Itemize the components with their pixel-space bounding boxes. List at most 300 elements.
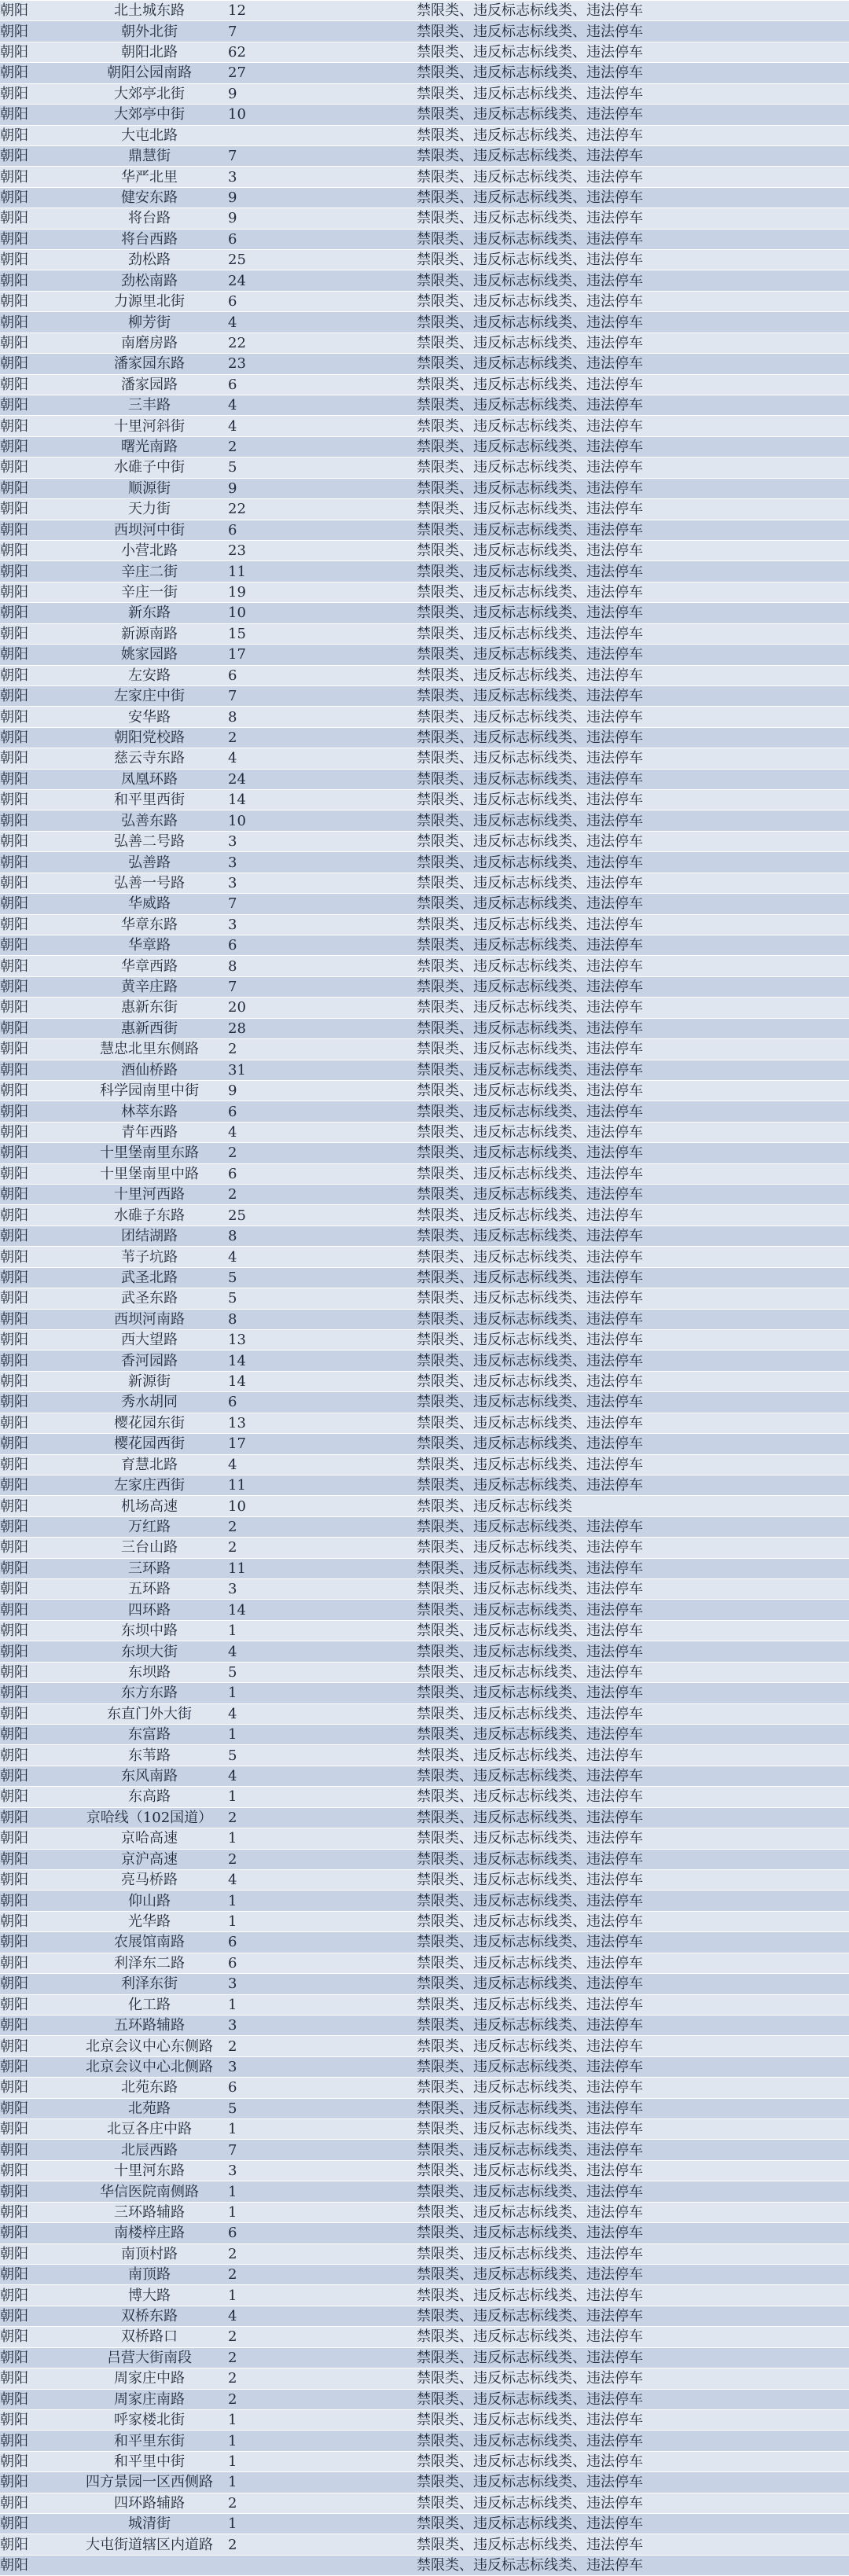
count-cell: 4 [228, 1122, 275, 1142]
district-cell: 朝阳 [0, 790, 71, 810]
count-cell: 14 [228, 1350, 275, 1371]
district-cell: 朝阳 [0, 21, 71, 42]
district-cell: 朝阳 [0, 1475, 71, 1495]
table-row [0, 603, 849, 623]
violation-types-cell: 禁限类、违反标志标线类、违法停车 [417, 976, 849, 997]
count-cell: 23 [228, 354, 275, 374]
district-cell: 朝阳 [0, 1807, 71, 1828]
violation-types-cell: 禁限类、违反标志标线类、违法停车 [417, 63, 849, 83]
district-cell: 朝阳 [0, 250, 71, 270]
blank-cell [275, 21, 417, 42]
blank-cell [275, 105, 417, 125]
table-row [0, 42, 849, 62]
count-cell: 1 [228, 2472, 275, 2493]
table-row [0, 2534, 849, 2555]
table-row [0, 1745, 849, 1766]
district-cell: 朝阳 [0, 312, 71, 333]
district-cell: 朝阳 [0, 416, 71, 436]
blank-cell [275, 520, 417, 540]
table-row [0, 685, 849, 706]
district-cell: 朝阳 [0, 520, 71, 540]
blank-cell [275, 1891, 417, 1911]
road-name-cell: 左家庄中街 [71, 685, 228, 706]
road-name-cell: 和平里西街 [71, 790, 228, 810]
violation-types-cell: 禁限类、违反标志标线类、违法停车 [417, 1122, 849, 1142]
road-name-cell: 北土城东路 [71, 1, 228, 21]
violation-types-cell: 禁限类、违反标志标线类、违法停车 [417, 2223, 849, 2243]
blank-cell [275, 685, 417, 706]
district-cell: 朝阳 [0, 1849, 71, 1869]
violation-types-cell: 禁限类、违反标志标线类、违法停车 [417, 270, 849, 291]
table-row [0, 2160, 849, 2181]
table-row [0, 1392, 849, 1413]
count-cell: 3 [228, 831, 275, 851]
road-name-cell: 呼家楼北街 [71, 2409, 228, 2430]
violation-types-cell: 禁限类、违反标志标线类、违法停车 [417, 2119, 849, 2140]
district-cell: 朝阳 [0, 707, 71, 727]
road-name-cell: 樱花园东街 [71, 1413, 228, 1433]
blank-cell [275, 1226, 417, 1246]
count-cell: 2 [228, 1039, 275, 1060]
road-name-cell: 潘家园路 [71, 374, 228, 395]
violation-types-cell: 禁限类、违反标志标线类、违法停车 [417, 1911, 849, 1931]
district-cell: 朝阳 [0, 665, 71, 685]
blank-cell [275, 1205, 417, 1226]
count-cell: 1 [228, 1828, 275, 1849]
violation-types-cell: 禁限类、违反标志标线类、违法停车 [417, 250, 849, 270]
table-row [0, 208, 849, 229]
road-name-cell: 潘家园东路 [71, 354, 228, 374]
district-cell: 朝阳 [0, 1350, 71, 1371]
blank-cell [275, 2347, 417, 2368]
violation-types-cell: 禁限类、违反标志标线类、违法停车 [417, 1392, 849, 1413]
violation-types-cell: 禁限类、违反标志标线类、违法停车 [417, 623, 849, 644]
violation-types-cell: 禁限类、违反标志标线类、违法停车 [417, 540, 849, 560]
blank-cell [275, 852, 417, 873]
count-cell: 7 [228, 976, 275, 997]
district-cell: 朝阳 [0, 105, 71, 125]
district-cell: 朝阳 [0, 1163, 71, 1184]
violation-types-cell: 禁限类、违反标志标线类、违法停车 [417, 2327, 849, 2347]
blank-cell [275, 2368, 417, 2389]
table-row [0, 1725, 849, 1745]
blank-cell [275, 1953, 417, 1973]
district-cell: 朝阳 [0, 42, 71, 62]
blank-cell [275, 769, 417, 789]
district-cell: 朝阳 [0, 1309, 71, 1329]
violation-types-cell: 禁限类、违反标志标线类、违法停车 [417, 2202, 849, 2222]
count-cell: 1 [228, 2409, 275, 2430]
violation-types-cell: 禁限类、违反标志标线类、违法停车 [417, 1683, 849, 1703]
table-row [0, 665, 849, 685]
district-cell: 朝阳 [0, 2451, 71, 2471]
district-cell: 朝阳 [0, 1600, 71, 1620]
district-cell: 朝阳 [0, 63, 71, 83]
road-name-cell: 十里河斜街 [71, 416, 228, 436]
district-cell: 朝阳 [0, 623, 71, 644]
road-name-cell: 亮马桥路 [71, 1869, 228, 1890]
district-cell: 朝阳 [0, 2347, 71, 2368]
violation-types-cell: 禁限类、违反标志标线类、违法停车 [417, 1350, 849, 1371]
violation-types-cell: 禁限类、违反标志标线类、违法停车 [417, 125, 849, 145]
table-row [0, 645, 849, 665]
table-row [0, 1330, 849, 1350]
violation-types-cell: 禁限类、违反标志标线类、违法停车 [417, 499, 849, 520]
count-cell: 28 [228, 1018, 275, 1038]
blank-cell [275, 2431, 417, 2451]
violation-types-cell: 禁限类、违反标志标线类、违法停车 [417, 2160, 849, 2181]
count-cell: 31 [228, 1060, 275, 1080]
road-name-cell: 城清街 [71, 2514, 228, 2534]
table-row [0, 561, 849, 582]
count-cell: 3 [228, 167, 275, 187]
road-name-cell: 京哈高速 [71, 1828, 228, 1849]
district-cell: 朝阳 [0, 1330, 71, 1350]
district-cell: 朝阳 [0, 1787, 71, 1807]
table-row [0, 1953, 849, 1973]
violation-types-cell: 禁限类、违反标志标线类、违法停车 [417, 1288, 849, 1309]
district-cell: 朝阳 [0, 748, 71, 769]
table-row [0, 2451, 849, 2471]
count-cell: 62 [228, 42, 275, 62]
blank-cell [275, 1869, 417, 1890]
table-row [0, 1662, 849, 1682]
count-cell: 7 [228, 894, 275, 914]
blank-cell [275, 478, 417, 498]
district-cell: 朝阳 [0, 2160, 71, 2181]
road-name-cell: 劲松路 [71, 250, 228, 270]
blank-cell [275, 2472, 417, 2493]
table-row [0, 2368, 849, 2389]
violation-types-cell: 禁限类、违反标志标线类、违法停车 [417, 1849, 849, 1869]
district-cell: 朝阳 [0, 458, 71, 478]
district-cell: 朝阳 [0, 2306, 71, 2326]
violation-types-cell: 禁限类、违反标志标线类、违法停车 [417, 1185, 849, 1205]
blank-cell [275, 2555, 417, 2575]
district-cell: 朝阳 [0, 1828, 71, 1849]
road-name-cell: 将台西路 [71, 229, 228, 249]
road-name-cell: 黄辛庄路 [71, 976, 228, 997]
table-row [0, 1600, 849, 1620]
district-cell: 朝阳 [0, 1620, 71, 1641]
table-row [0, 1309, 849, 1329]
violation-types-cell: 禁限类、违反标志标线类、违法停车 [417, 1807, 849, 1828]
table-row [0, 1434, 849, 1454]
violation-types-cell: 禁限类、违反标志标线类、违法停车 [417, 1039, 849, 1060]
road-name-cell: 朝阳北路 [71, 42, 228, 62]
road-name-cell: 京哈线（102国道） [71, 1807, 228, 1828]
table-row [0, 1849, 849, 1869]
violation-types-cell: 禁限类、违反标志标线类、违法停车 [417, 291, 849, 311]
violation-types-cell: 禁限类、违反标志标线类、违法停车 [417, 1205, 849, 1226]
count-cell: 2 [228, 1807, 275, 1828]
road-name-cell: 团结湖路 [71, 1226, 228, 1246]
road-name-cell: 和平里中街 [71, 2451, 228, 2471]
violation-types-cell: 禁限类、违反标志标线类、违法停车 [417, 1516, 849, 1537]
table-row [0, 790, 849, 810]
violation-types-cell: 禁限类、违反标志标线类、违法停车 [417, 374, 849, 395]
count-cell: 4 [228, 1641, 275, 1662]
district-cell: 朝阳 [0, 1496, 71, 1516]
district-cell: 朝阳 [0, 1703, 71, 1724]
violation-types-cell: 禁限类、违反标志标线类、违法停车 [417, 998, 849, 1018]
count-cell: 12 [228, 1, 275, 21]
count-cell: 6 [228, 2078, 275, 2098]
table-row [0, 145, 849, 166]
road-name-cell: 西坝河南路 [71, 1309, 228, 1329]
district-cell: 朝阳 [0, 1288, 71, 1309]
blank-cell [275, 1994, 417, 2015]
table-row [0, 1703, 849, 1724]
table-row [0, 1185, 849, 1205]
district-cell: 朝阳 [0, 540, 71, 560]
district-cell: 朝阳 [0, 1205, 71, 1226]
district-cell: 朝阳 [0, 1392, 71, 1413]
road-name-cell: 顺源街 [71, 478, 228, 498]
table-row [0, 1122, 849, 1142]
road-name-cell: 弘善路 [71, 852, 228, 873]
count-cell: 27 [228, 63, 275, 83]
count-cell: 11 [228, 1558, 275, 1578]
count-cell: 5 [228, 1745, 275, 1766]
violation-types-cell: 禁限类、违反标志标线类、违法停车 [417, 2243, 849, 2264]
count-cell: 6 [228, 520, 275, 540]
violation-types-cell: 禁限类、违反标志标线类、违法停车 [417, 1163, 849, 1184]
blank-cell [275, 2285, 417, 2306]
road-name-cell: 惠新西街 [71, 1018, 228, 1038]
violation-types-cell: 禁限类、违反标志标线类、违法停车 [417, 395, 849, 416]
count-cell [228, 2555, 275, 2575]
blank-cell [275, 748, 417, 769]
district-cell: 朝阳 [0, 769, 71, 789]
road-name-cell: 西坝河中街 [71, 520, 228, 540]
road-name-cell: 武圣北路 [71, 1267, 228, 1288]
blank-cell [275, 1247, 417, 1267]
blank-cell [275, 998, 417, 1018]
district-cell: 朝阳 [0, 2493, 71, 2513]
count-cell: 2 [228, 2534, 275, 2555]
table-row [0, 1911, 849, 1931]
blank-cell [275, 167, 417, 187]
violation-types-cell: 禁限类、违反标志标线类、违法停车 [417, 1620, 849, 1641]
violation-types-cell: 禁限类、违反标志标线类、违法停车 [417, 2451, 849, 2471]
blank-cell [275, 333, 417, 353]
table-row [0, 478, 849, 498]
road-name-cell: 南磨房路 [71, 333, 228, 353]
road-name-cell: 双桥东路 [71, 2306, 228, 2326]
district-cell: 朝阳 [0, 2223, 71, 2243]
table-row [0, 2119, 849, 2140]
count-cell: 4 [228, 1703, 275, 1724]
blank-cell [275, 187, 417, 208]
violation-types-cell: 禁限类、违反标志标线类、违法停车 [417, 748, 849, 769]
table-row [0, 1060, 849, 1080]
violation-types-cell: 禁限类、违反标志标线类、违法停车 [417, 187, 849, 208]
table-row [0, 914, 849, 935]
district-cell: 朝阳 [0, 1994, 71, 2015]
road-name-cell: 东坝中路 [71, 1620, 228, 1641]
violation-types-cell: 禁限类、违反标志标线类、违法停车 [417, 1330, 849, 1350]
blank-cell [275, 436, 417, 457]
violation-types-cell: 禁限类、违反标志标线类、违法停车 [417, 1994, 849, 2015]
table-row [0, 1558, 849, 1578]
district-cell: 朝阳 [0, 125, 71, 145]
district-cell: 朝阳 [0, 1413, 71, 1433]
blank-cell [275, 1496, 417, 1516]
table-row [0, 1101, 849, 1122]
violation-types-cell: 禁限类、违反标志标线类、违法停车 [417, 1579, 849, 1600]
district-cell: 朝阳 [0, 1101, 71, 1122]
count-cell: 11 [228, 1475, 275, 1495]
road-name-cell: 朝阳党校路 [71, 727, 228, 748]
table-row [0, 2223, 849, 2243]
count-cell: 4 [228, 1766, 275, 1786]
road-name-cell: 光华路 [71, 1911, 228, 1931]
road-name-cell: 大屯街道辖区内道路 [71, 2534, 228, 2555]
road-name-cell: 大郊亭北街 [71, 83, 228, 104]
violation-types-cell: 禁限类、违反标志标线类、违法停车 [417, 914, 849, 935]
violation-types-cell: 禁限类、违反标志标线类、违法停车 [417, 1891, 849, 1911]
road-name-cell: 青年西路 [71, 1122, 228, 1142]
road-name-cell: 北苑东路 [71, 2078, 228, 2098]
count-cell: 4 [228, 748, 275, 769]
count-cell: 6 [228, 1392, 275, 1413]
district-cell: 朝阳 [0, 998, 71, 1018]
count-cell: 22 [228, 499, 275, 520]
road-name-cell: 健安东路 [71, 187, 228, 208]
violation-types-cell: 禁限类、违反标志标线类、违法停车 [417, 873, 849, 893]
road-name-cell: 华严北里 [71, 167, 228, 187]
district-cell: 朝阳 [0, 1579, 71, 1600]
violation-types-cell: 禁限类、违反标志标线类、违法停车 [417, 852, 849, 873]
blank-cell [275, 1080, 417, 1101]
violation-types-cell: 禁限类、违反标志标线类、违法停车 [417, 582, 849, 602]
road-name-cell: 林萃东路 [71, 1101, 228, 1122]
count-cell: 5 [228, 458, 275, 478]
count-cell: 6 [228, 2223, 275, 2243]
table-row [0, 2015, 849, 2035]
blank-cell [275, 1683, 417, 1703]
violation-types-cell: 禁限类、违反标志标线类、违法停车 [417, 1, 849, 21]
table-row [0, 707, 849, 727]
violation-types-cell: 禁限类、违反标志标线类、违法停车 [417, 2514, 849, 2534]
road-name-cell: 慈云寺东路 [71, 748, 228, 769]
blank-cell [275, 1392, 417, 1413]
district-cell: 朝阳 [0, 894, 71, 914]
count-cell: 14 [228, 790, 275, 810]
count-cell: 13 [228, 1330, 275, 1350]
blank-cell [275, 873, 417, 893]
count-cell: 19 [228, 582, 275, 602]
table-row [0, 623, 849, 644]
count-cell: 6 [228, 291, 275, 311]
violation-types-cell: 禁限类、违反标志标线类、违法停车 [417, 831, 849, 851]
violation-types-cell: 禁限类、违反标志标线类、违法停车 [417, 1226, 849, 1246]
district-cell: 朝阳 [0, 1226, 71, 1246]
road-name-cell: 安华路 [71, 707, 228, 727]
blank-cell [275, 2078, 417, 2098]
blank-cell [275, 1703, 417, 1724]
road-name-cell: 柳芳街 [71, 312, 228, 333]
violation-types-cell: 禁限类、违反标志标线类、违法停车 [417, 229, 849, 249]
count-cell: 3 [228, 2160, 275, 2181]
blank-cell [275, 665, 417, 685]
blank-cell [275, 603, 417, 623]
table-row [0, 976, 849, 997]
table-row [0, 2264, 849, 2284]
road-name-cell: 和平里东街 [71, 2431, 228, 2451]
violation-types-cell: 禁限类、违反标志标线类、违法停车 [417, 83, 849, 104]
road-name-cell: 将台路 [71, 208, 228, 229]
district-cell: 朝阳 [0, 478, 71, 498]
road-name-cell: 北京会议中心北侧路 [71, 2056, 228, 2077]
count-cell: 9 [228, 478, 275, 498]
count-cell: 13 [228, 1413, 275, 1433]
blank-cell [275, 894, 417, 914]
district-cell: 朝阳 [0, 2285, 71, 2306]
table-row [0, 1163, 849, 1184]
table-row [0, 63, 849, 83]
district-cell: 朝阳 [0, 2555, 71, 2575]
road-name-cell: 东直门外大街 [71, 1703, 228, 1724]
count-cell: 2 [228, 1143, 275, 1163]
road-name-cell: 南顶村路 [71, 2243, 228, 2264]
blank-cell [275, 935, 417, 955]
table-row [0, 1641, 849, 1662]
count-cell: 5 [228, 1288, 275, 1309]
blank-cell [275, 291, 417, 311]
road-name-cell: 机场高速 [71, 1496, 228, 1516]
district-cell: 朝阳 [0, 2036, 71, 2056]
table-body [0, 1, 849, 2576]
violation-types-cell: 禁限类、违反标志标线类、违法停车 [417, 2285, 849, 2306]
district-cell: 朝阳 [0, 873, 71, 893]
district-cell: 朝阳 [0, 1018, 71, 1038]
count-cell: 14 [228, 1600, 275, 1620]
table-row [0, 1891, 849, 1911]
road-name-cell: 辛庄二街 [71, 561, 228, 582]
count-cell: 8 [228, 707, 275, 727]
blank-cell [275, 1641, 417, 1662]
table-row [0, 125, 849, 145]
table-row [0, 1454, 849, 1475]
count-cell: 14 [228, 1371, 275, 1391]
blank-cell [275, 1745, 417, 1766]
count-cell: 4 [228, 416, 275, 436]
blank-cell [275, 727, 417, 748]
violation-types-cell: 禁限类、违反标志标线类、违法停车 [417, 1869, 849, 1890]
district-cell: 朝阳 [0, 810, 71, 831]
district-cell: 朝阳 [0, 1932, 71, 1953]
count-cell: 1 [228, 1620, 275, 1641]
district-cell: 朝阳 [0, 1891, 71, 1911]
road-name-cell: 北辰西路 [71, 2140, 228, 2160]
count-cell: 6 [228, 1163, 275, 1184]
table-row [0, 333, 849, 353]
count-cell: 9 [228, 1080, 275, 1101]
count-cell: 1 [228, 2119, 275, 2140]
district-cell: 朝阳 [0, 1143, 71, 1163]
count-cell: 6 [228, 1101, 275, 1122]
road-name-cell: 华章西路 [71, 956, 228, 976]
table-row [0, 2327, 849, 2347]
violation-types-cell: 禁限类、违反标志标线类、违法停车 [417, 935, 849, 955]
blank-cell [275, 540, 417, 560]
district-cell: 朝阳 [0, 645, 71, 665]
blank-cell [275, 1434, 417, 1454]
table-row [0, 2389, 849, 2409]
district-cell: 朝阳 [0, 291, 71, 311]
